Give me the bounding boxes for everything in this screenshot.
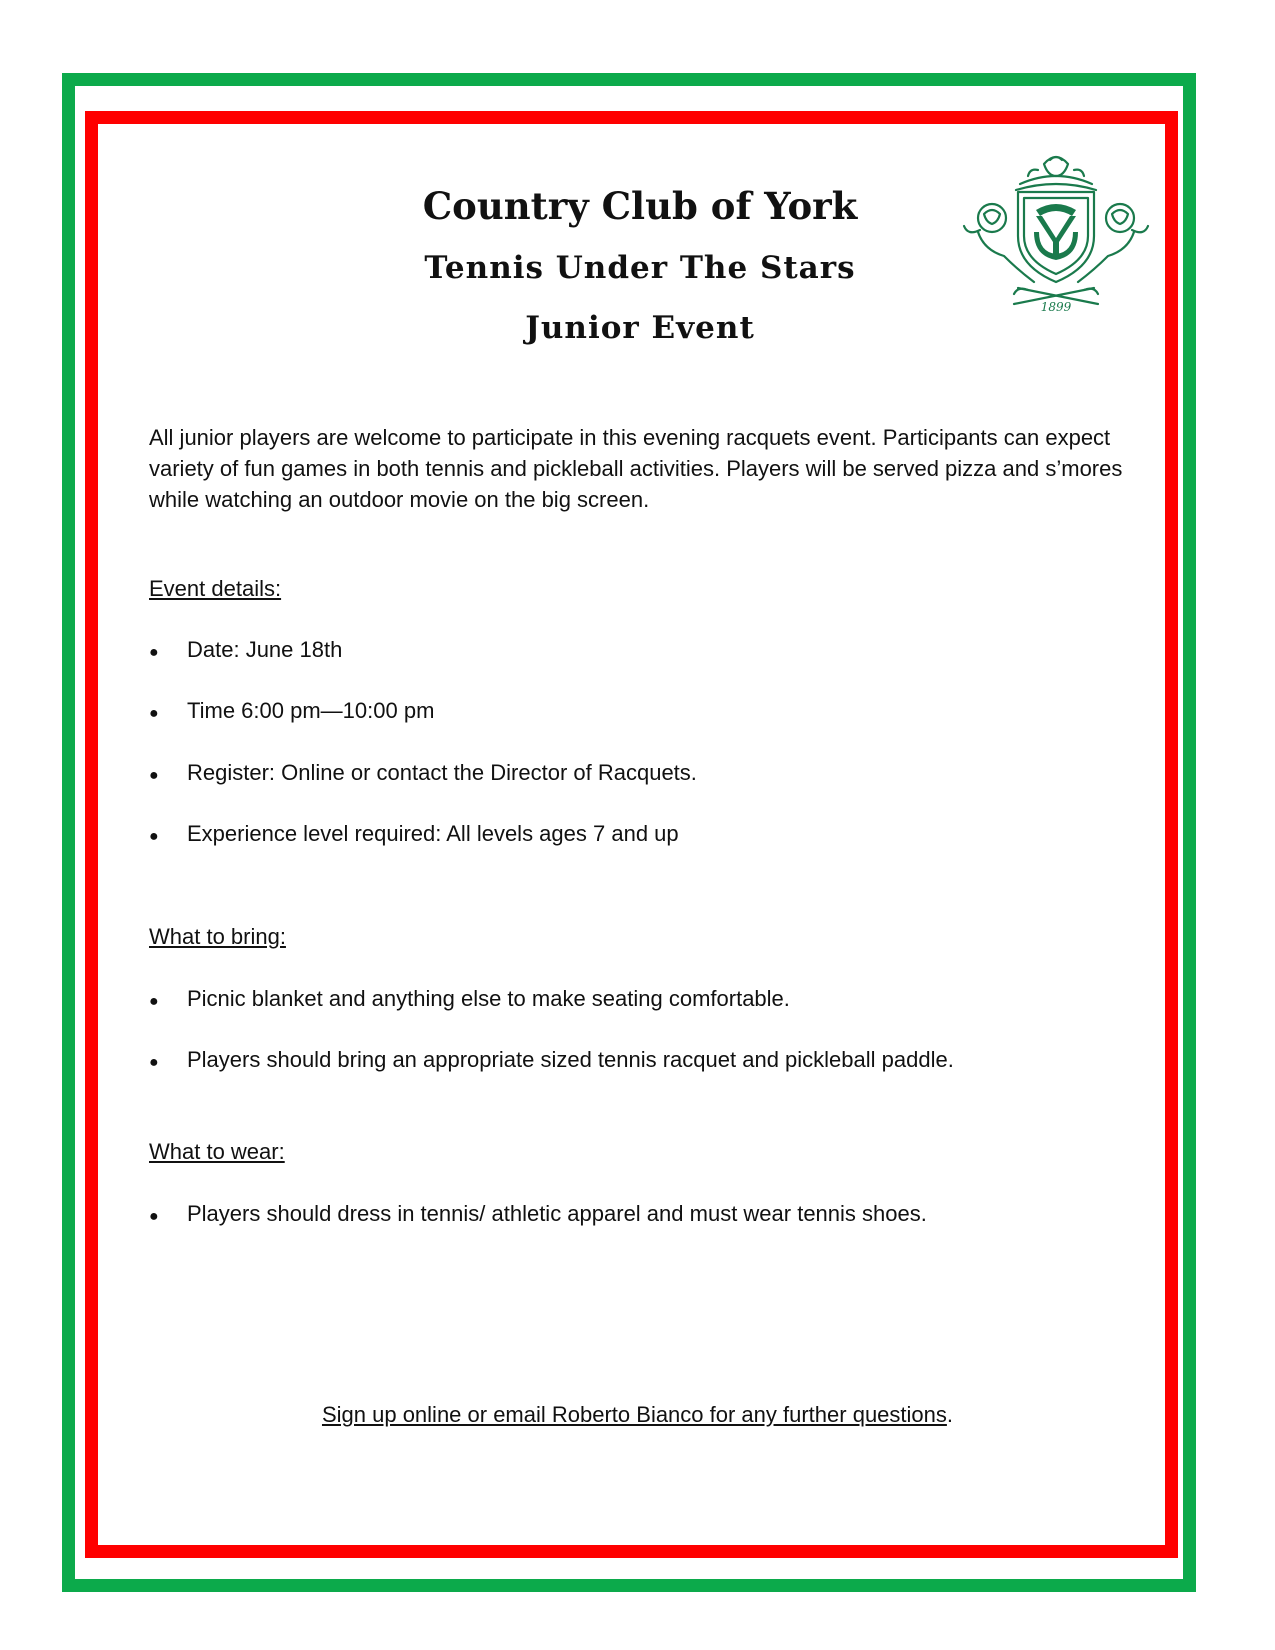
bullet-icon: ● <box>149 767 159 784</box>
event-type: Junior Event <box>525 310 755 346</box>
what-to-wear-heading: What to wear: <box>149 1139 285 1164</box>
list-item <box>149 760 697 786</box>
club-name: Country Club of York <box>422 184 858 228</box>
intro-paragraph: All junior players are welcome to participate in this evening racquets event. Participants can expect variety of fun games in both tennis and pickleball activities. Players will be served pizza and s’mores while watching an outdoor movie on the big screen. <box>149 425 1123 512</box>
event-time: Time 6:00 pm—10:00 pm <box>187 698 435 723</box>
wear-item: Players should dress in tennis/ athletic apparel and must wear tennis shoes. <box>187 1201 927 1226</box>
event-name: Tennis Under The Stars <box>424 250 856 286</box>
svg-text:1899: 1899 <box>1040 300 1072 312</box>
event-details-heading: Event details: <box>149 576 282 601</box>
footer-period: . <box>946 1402 954 1427</box>
sign-up-link[interactable]: Sign up online or email Roberto Bianco for any further questions <box>321 1402 947 1427</box>
bullet-icon: ● <box>149 705 159 722</box>
list-item <box>149 637 342 663</box>
what-to-bring-heading: What to bring: <box>149 924 286 949</box>
event-experience: Experience level required: All levels ages 7 and up <box>187 821 679 846</box>
event-register: Register: Online or contact the Director of Racquets. <box>187 760 697 785</box>
club-crest-icon <box>958 140 1154 312</box>
list-item <box>149 986 790 1012</box>
list-item <box>149 1047 954 1073</box>
list-item <box>149 1201 927 1227</box>
list-item <box>149 821 679 847</box>
bullet-icon: ● <box>149 1208 159 1225</box>
footer-line <box>0 1402 1275 1428</box>
bring-item: Picnic blanket and anything else to make seating comfortable. <box>187 986 790 1011</box>
bullet-icon: ● <box>149 1054 159 1071</box>
bullet-icon: ● <box>149 993 159 1010</box>
list-item <box>149 698 434 724</box>
bullet-icon: ● <box>149 644 159 661</box>
bring-item: Players should bring an appropriate sized tennis racquet and pickleball paddle. <box>187 1047 954 1072</box>
event-date: Date: June 18th <box>187 637 343 662</box>
bullet-icon: ● <box>149 828 159 845</box>
